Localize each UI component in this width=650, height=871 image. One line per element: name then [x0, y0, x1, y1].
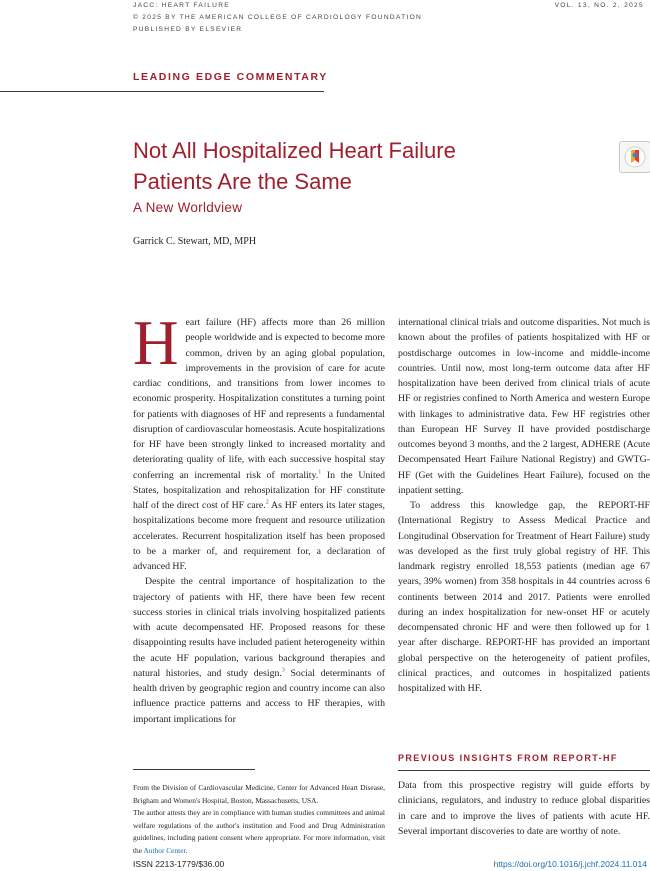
body-column-right: [398, 315, 650, 696]
reference-link[interactable]: 2: [265, 499, 269, 506]
paragraph: Data from this prospective registry will guide efforts by clinicians, regulators, and industry to reduce global disparities in care and to improve the lives of patients with acute HF. Several important discoveries to date are worthy of note.: [398, 780, 650, 837]
reference-link[interactable]: 3: [281, 667, 285, 674]
section-divider: [0, 91, 324, 92]
journal-header: [133, 0, 422, 36]
body-column-right-continued: [398, 778, 650, 839]
section-label: LEADING EDGE COMMENTARY: [133, 71, 328, 83]
author-line: Garrick C. Stewart, MD, MPH: [133, 236, 257, 247]
affiliation-note: From the Division of Cardiovascular Medicine, Center for Advanced Heart Disease, Brigham and Women's Hospital, Boston, Massachusetts, USA.: [133, 783, 385, 805]
paragraph: international clinical trials and outcome disparities. Not much is known about the profiles of patients hospitalized with HF or postdischarge outcomes in low-income and middle-income countries. Until now, most long-term outcome data after HF hospitalization have been derived from clinical trials of acute HF or registries confined to North America and western Europe with linkages to administrative data. Few HF registries other than European HF Survey II have provided postdischarge outcomes beyond 3 months, and the 2 largest, ADHERE (Acute Decompensated Heart Failure National Registry) and GWTG-HF (Get with the Guidelines Heart Failure), focused on the inpatient setting.: [398, 317, 650, 496]
paragraph: To address this knowledge gap, the REPORT-HF (International Registry to Assess Medical Practice and Longitudinal Observation for Treatment of Heart Failure) study was developed as the first truly global registry of HF. This landmark registry enrolled 18,553 patients (median age 67 years, 39% women) from 358 hospitals in 44 countries across 6 continents between 2014 and 2017. Patients were enrolled during an index hospitalization for new-onset HF or acutely decompensated chronic HF and were then followed up for 1 year after discharge. REPORT-HF has provided an important global perspective on the heterogeneity of patient profiles, clinical practices, and outcomes in hospitalized patients hospitalized with HF.: [398, 500, 650, 694]
section-heading-divider: [398, 770, 650, 771]
title-line-1: Not All Hospitalized Heart Failure: [133, 138, 456, 163]
footnotes: [133, 782, 385, 858]
footnote-divider: [133, 769, 255, 770]
body-column-left: [133, 308, 386, 727]
publisher-line: PUBLISHED BY ELSEVIER: [133, 26, 243, 33]
paragraph: Despite the central importance of hospitalization to the trajectory of patients with HF, there have been few recent success stories in clinical trials involving hospitalized patients with acute decompensated HF. Proposed reasons for these disappointing results have included patient heterogeneity within the acute HF population, various background therapies and natural histories, and study design.$^3$ Social determinants of health driven by geographic region and country income can also influence practice patterns and access to HF therapies, with important implications for: [133, 576, 386, 725]
paragraph-intro: Heart failure (HF) affects more than 26 million people worldwide and is expected to become more common, driven by an aging global population, improvements in the provision of care for acute cardiac conditions, and transitions from lower incomes to economic prosperity. Hospitalization constitutes a turning point for patients with diagnoses of HF and represents a fundamental disruption of cardiovascular homeostasis. Acute hospitalizations for HF have been strongly linked to increased mortality and deteriorating quality of life, with each successive hospital stay conferring an incremental risk of mortality.$^1$ In the United States, hospitalization and rehospitalization for HF constitute half of the direct cost of HF care.$^2$ As HF enters its later stages, hospitalizations become more frequent and resource utilization accelerates. Recurrent hospitalization itself has been proposed to be a marker of, and requirement for, a declaration of advanced HF.: [133, 308, 385, 572]
author-center-link[interactable]: Author Center: [143, 845, 186, 855]
drop-cap: H: [133, 308, 179, 378]
journal-name: JACC: HEART FAILURE: [133, 2, 231, 9]
article-subtitle: A New Worldview: [133, 200, 243, 215]
bookmark-check-icon: [624, 146, 646, 168]
title-line-2: Patients Are the Same: [133, 169, 352, 194]
section-heading: PREVIOUS INSIGHTS FROM REPORT-HF: [398, 753, 618, 763]
volume-info: VOL. 13, NO. 2, 2025: [554, 2, 644, 9]
doi-link[interactable]: https://doi.org/10.1016/j.jchf.2024.11.014: [493, 859, 647, 869]
reference-link[interactable]: 1: [318, 469, 322, 476]
article-title: [133, 135, 573, 197]
check-for-updates-badge[interactable]: [619, 141, 650, 173]
copyright-line: © 2025 BY THE AMERICAN COLLEGE OF CARDIOLOGY FOUNDATION: [133, 14, 423, 21]
attestation-note: The author attests they are in compliance with human studies committees and animal welfare regulations of the author's institution and Food and Drug Administration guidelines, including patient consent where appropriate. For more information, visit the Author Center.: [133, 808, 385, 855]
issn-line: ISSN 2213-1779/$36.00: [133, 859, 225, 869]
